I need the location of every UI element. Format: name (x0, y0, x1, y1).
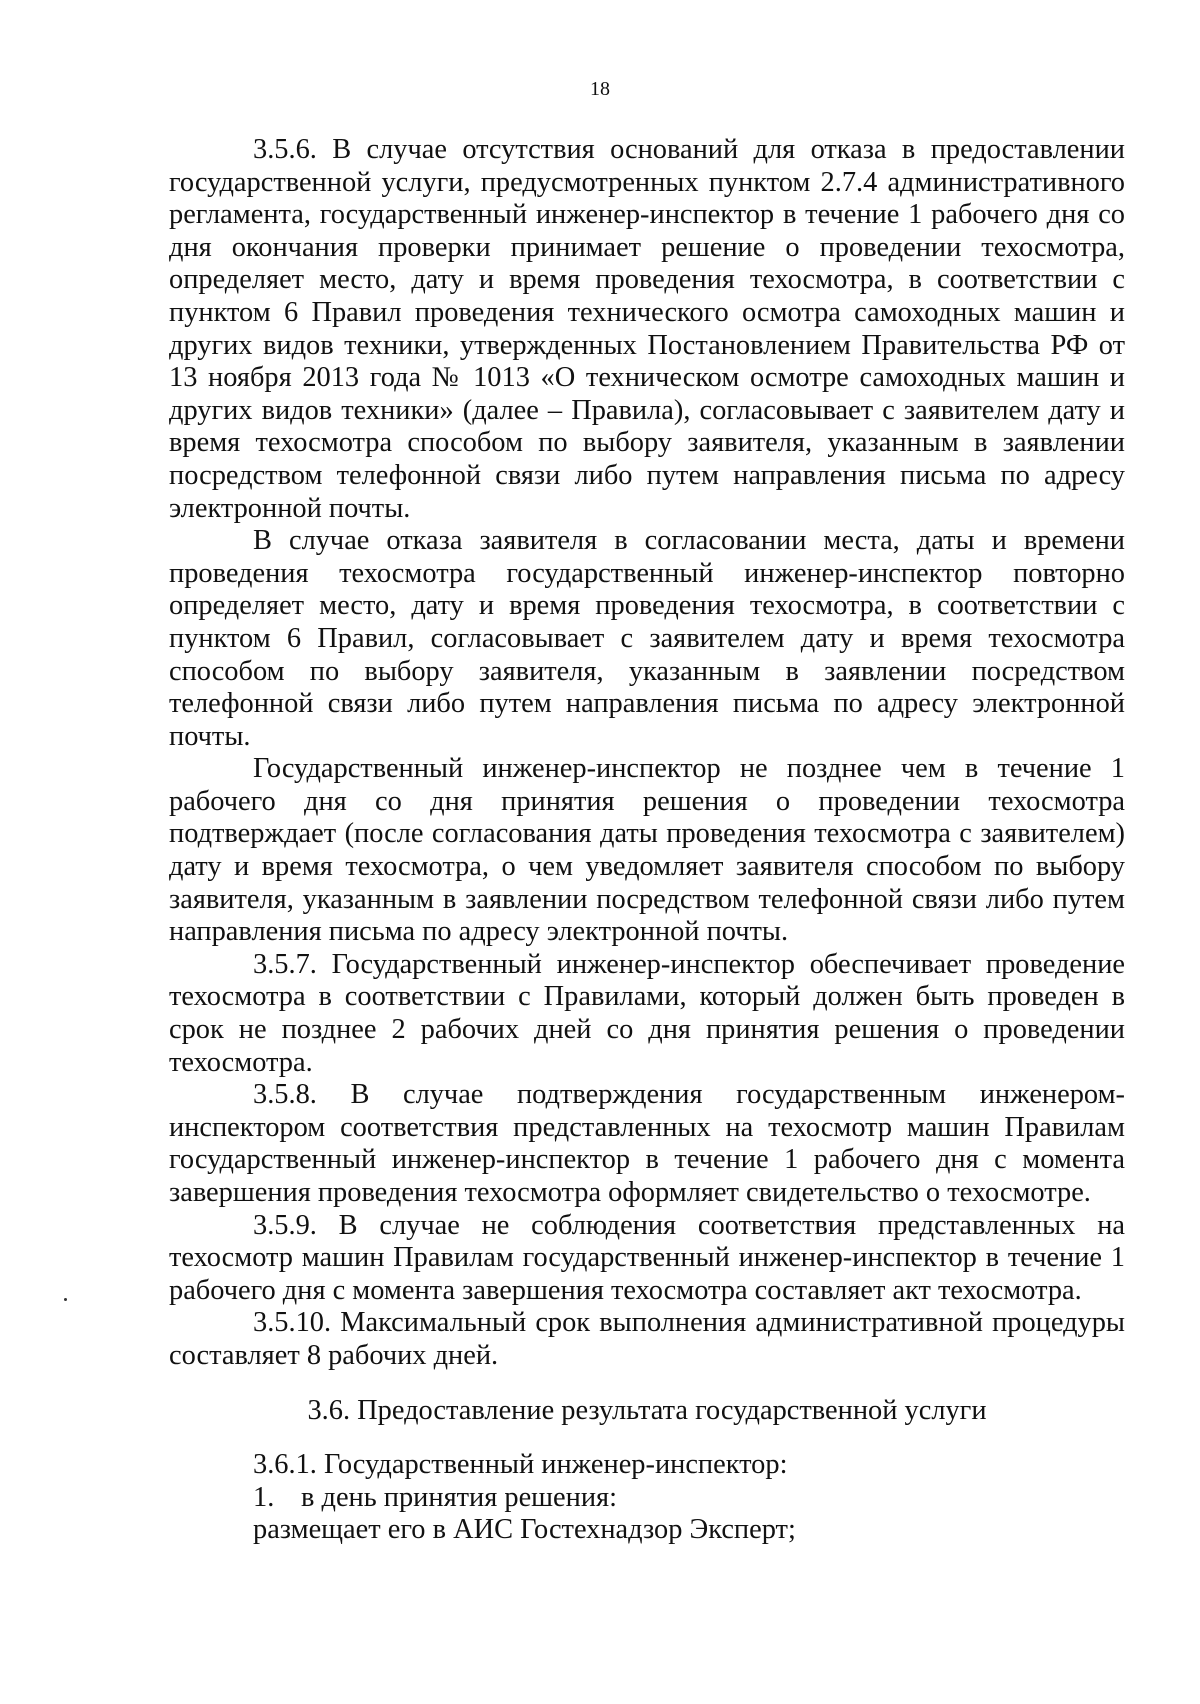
paragraph-3-5-10: 3.5.10. Максимальный срок выполнения административной процедуры составляет 8 рабочих дней. (169, 1307, 1125, 1371)
paragraph-3-5-9: 3.5.9. В случае не соблюдения соответствия представленных на техосмотр машин Правилам государственный инженер-инспектор в течение 1 рабочего дня с момента завершения техосмотра составляет акт техосмотра. (169, 1209, 1125, 1306)
paragraph-3-5-8: 3.5.8. В случае подтверждения государственным инженером-инспектором соответствия представленных на техосмотр машин Правилам государственный инженер-инспектор в течение 1 рабочего дня с момента завершения проведения техосмотра оформляет свидетельство о техосмотре. (169, 1079, 1125, 1208)
paragraph-3-6-1: 3.6.1. Государственный инженер-инспектор: (253, 1449, 788, 1481)
paragraph-confirmation: Государственный инженер-инспектор не позднее чем в течение 1 рабочего дня со дня принятия решения о проведении техосмотра подтверждает (после согласования даты проведения техосмотра с заявителем) дату и время техосмотра, о чем уведомляет заявителя способом по выбору заявителя, указанным в заявлении посредством телефонной связи либо путем направления письма по адресу электронной почты. (169, 753, 1125, 948)
scan-speck (64, 1298, 67, 1301)
paragraph-3-5-7: 3.5.7. Государственный инженер-инспектор обеспечивает проведение техосмотра в соответствии с Правилами, который должен быть проведен в срок не позднее 2 рабочих дней со дня принятия решения о проведении техосмотра. (169, 948, 1125, 1078)
paragraph-3-5-6: 3.5.6. В случае отсутствия оснований для отказа в предоставлении государственной услуги, предусмотренных пунктом 2.7.4 административного регламента, государственный инженер-инспектор в течение 1 рабочего дня со дня окончания проверки принимает решение о проведении техосмотра, определяет место, дату и время проведения техосмотра, в соответствии с пунктом 6 Правил проведения технического осмотра самоходных машин и других видов техники, утвержденных Постановлением Правительства РФ от 13 ноября 2013 года № 1013 «О техническом осмотре самоходных машин и других видов техники» (далее – Правила), согласовывает с заявителем дату и время техосмотра способом по выбору заявителя, указанным в заявлении посредством телефонной связи либо путем направления письма по адресу электронной почты. (169, 134, 1125, 524)
list-item-number: 1. (253, 1481, 275, 1513)
paragraph-refusal-case: В случае отказа заявителя в согласовании места, даты и времени проведения техосмотра государственный инженер-инспектор повторно определяет место, дату и время проведения техосмотра, в соответствии с пунктом 6 Правил, согласовывает с заявителем дату и время техосмотра способом по выбору заявителя, указанным в заявлении посредством телефонной связи либо путем направления письма по адресу электронной почты. (169, 525, 1125, 752)
document-body (169, 134, 1125, 1547)
page-number: 18 (590, 78, 610, 100)
list-item-detail: размещает его в АИС Гостехнадзор Эксперт; (253, 1514, 796, 1546)
list-item-1 (169, 1482, 1125, 1515)
list-item-text: в день принятия решения: (301, 1481, 617, 1513)
section-heading-3-6: 3.6. Предоставление результата государственной услуги (307, 1394, 987, 1426)
